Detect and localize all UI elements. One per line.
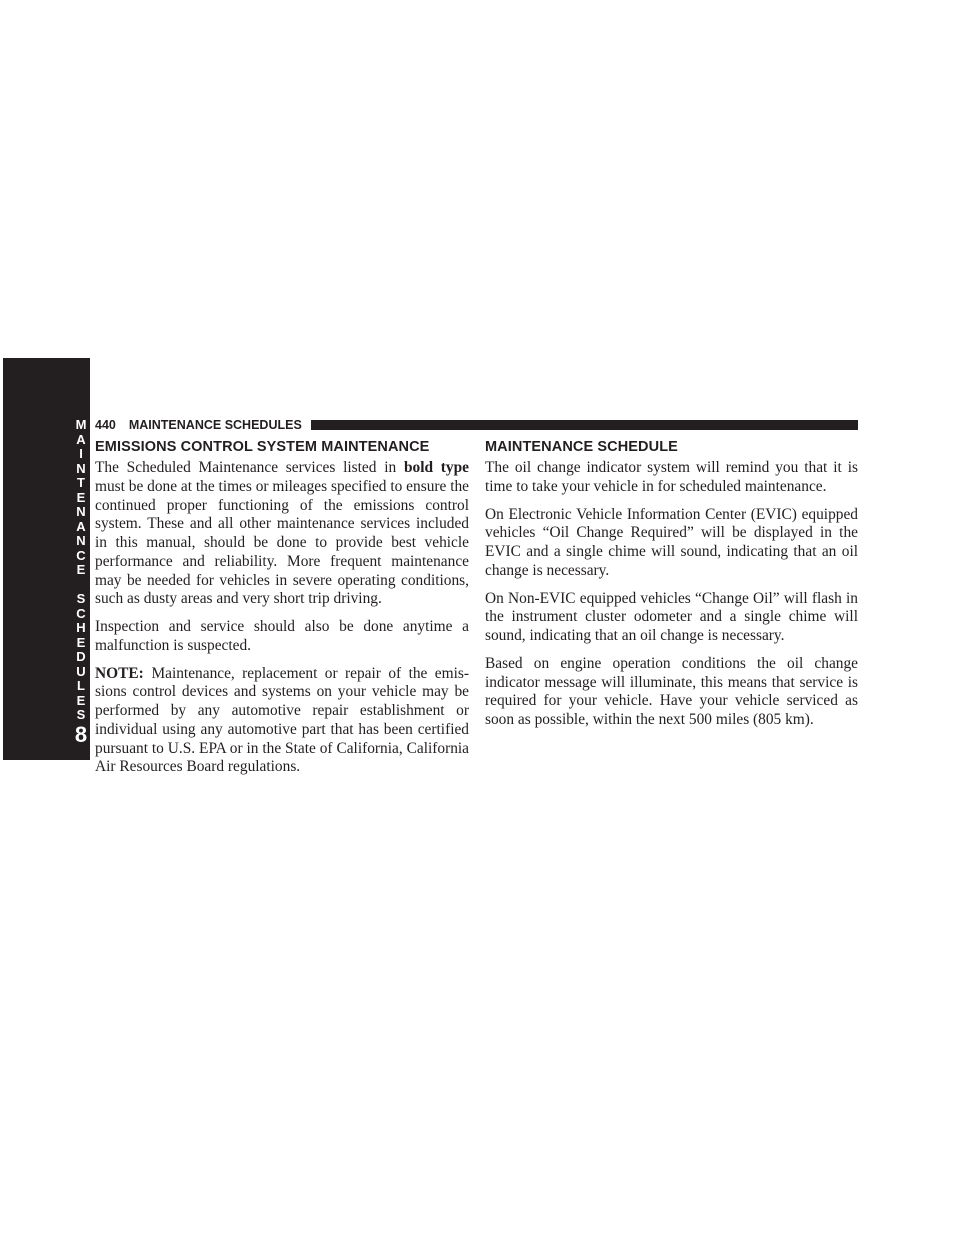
- tab-letter: E: [76, 634, 86, 650]
- right-column: [485, 438, 858, 739]
- tab-letter: A: [76, 518, 86, 534]
- service-paragraph: Based on engine operation conditions the oil change indicator message will illuminate, this means that service is required for your vehicle. Have your vehicle serviced as soon as possible, within the next 500 miles (805 km).: [485, 654, 858, 728]
- page-number: 440: [95, 418, 116, 432]
- left-column: [95, 438, 469, 786]
- tab-letter: E: [76, 562, 86, 577]
- tab-letter: D: [76, 649, 86, 664]
- tab-letter: I: [79, 446, 83, 461]
- section-title: MAINTENANCE SCHEDULES: [128, 418, 302, 432]
- tab-letter: S: [76, 707, 86, 722]
- tab-letter: T: [77, 475, 85, 490]
- tab-letter: H: [76, 620, 86, 635]
- tab-letter: C: [76, 605, 86, 621]
- indicator-paragraph: The oil change indicator system will remind you that it is time to take your vehicle in for scheduled maintenance.: [485, 459, 858, 495]
- chapter-tab-label: [72, 418, 90, 747]
- tab-letter: S: [76, 591, 86, 606]
- tab-letter: E: [76, 692, 86, 708]
- tab-letter: A: [76, 431, 86, 447]
- running-header: [95, 417, 858, 433]
- schedule-heading: MAINTENANCE SCHEDULE: [485, 439, 678, 455]
- bold-type-term: bold type: [403, 459, 469, 476]
- emissions-text-a: The Scheduled Maintenance services listed in: [95, 459, 404, 476]
- tab-letter: M: [75, 417, 87, 432]
- tab-letter: L: [77, 678, 85, 693]
- tab-letter: N: [76, 460, 86, 476]
- header-rule: [311, 420, 858, 430]
- tab-letter: N: [76, 533, 86, 548]
- note-label: NOTE:: [95, 664, 144, 682]
- non-evic-paragraph: On Non-EVIC equipped vehicles “Change Oil” will flash in the instrument cluster odometer and a single chime will sound, indicating that an oil change is necessary.: [485, 589, 858, 644]
- note-text: Maintenance, replacement or repair of the emissions control devices and systems on your vehicle may be performed by any automotive repair establishment or individual using any automotive part that has been certified pursuant to U.S. EPA or in the State of California, California Air Resources Board regulations.: [95, 664, 469, 776]
- tab-letter: N: [76, 504, 86, 519]
- emissions-paragraph: [95, 459, 469, 609]
- emissions-heading: EMISSIONS CONTROL SYSTEM MAINTENANCE: [95, 439, 430, 455]
- tab-letter: U: [76, 663, 86, 679]
- tab-letter: E: [76, 489, 86, 505]
- emissions-text-b: must be done at the times or mileages specified to ensure the continued proper functioning of the emissions control system. These and all other maintenance services included in this manual, should be done to provide best vehicle performance and reliability. More frequent maintenance may be needed for vehicles in severe operating conditions, such as dusty areas and very short trip driving.: [95, 477, 469, 608]
- tab-letter: C: [76, 547, 86, 563]
- evic-paragraph: On Electronic Vehicle Information Center (EVIC) equipped vehicles “Oil Change Required” will be displayed in the EVIC and a single chime will sound, indicating that an oil change is necessary.: [485, 505, 858, 579]
- inspection-paragraph: Inspection and service should also be done anytime a malfunction is suspected.: [95, 618, 469, 654]
- chapter-number: 8: [74, 721, 88, 747]
- note-paragraph: [95, 665, 469, 778]
